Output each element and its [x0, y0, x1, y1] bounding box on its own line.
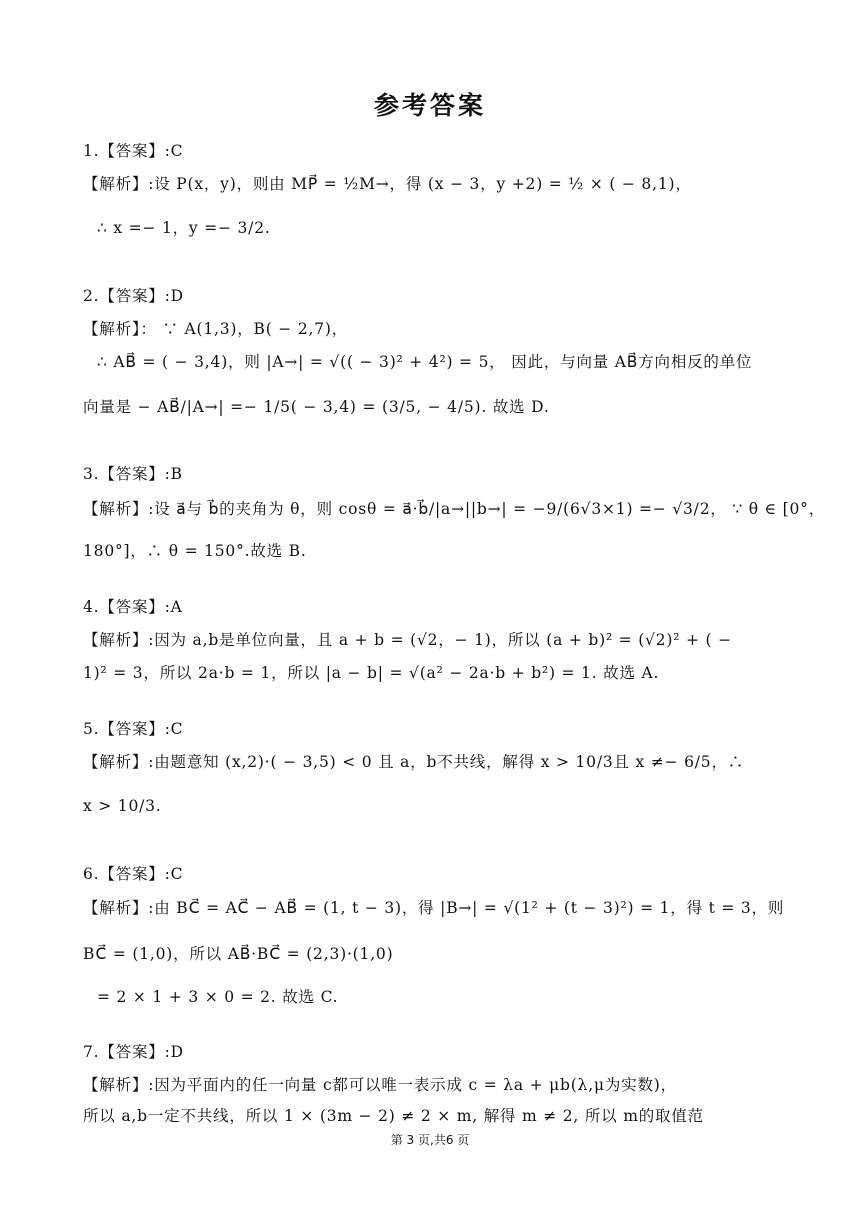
analysis-line: 【解析】:因为 a,b是单位向量，且 a + b = (√2，− 1)，所以 (a + b)² = (√2)² + ( −: [83, 631, 732, 649]
analysis-line: 【解析】:由 BC⃗ = AC⃗ − AB⃗ = (1, t − 3)，得 |B→| = √(1² + (t − 3)²) = 1，得 t = 3，则: [83, 899, 785, 917]
page-title: 参考答案: [373, 91, 486, 120]
answer-line: 2.【答案】:D: [83, 287, 184, 305]
analysis-line: 【解析】:因为平面内的任一向量 c都可以唯一表示成 c = λa + μb(λ,μ为实数)，: [83, 1076, 677, 1094]
analysis-line: 向量是 − AB⃗/|A→| =− 1/5( − 3,4) = (3/5, − 4/5). 故选 D.: [83, 398, 550, 416]
analysis-line: ∴ AB⃗ = ( − 3,4)，则 |A→| = √(( − 3)² + 4²) = 5， 因此，与向量 AB⃗方向相反的单位: [97, 353, 753, 371]
analysis-line: 【解析】:设 P(x，y)，则由 MP⃗ = ½M→，得 (x − 3，y +2) = ½ × ( − 8,1)，: [83, 175, 692, 193]
page-footer: 第 3 页,共6 页: [390, 1133, 470, 1147]
answer-line: 3.【答案】:B: [83, 465, 183, 483]
analysis-line: 180°]，∴ θ = 150°.故选 B.: [83, 542, 307, 560]
analysis-line: 【解析】:设 a⃗与 b⃗的夹角为 θ，则 cosθ = a⃗·b⃗/|a→||b→| = −9/(6√3×1) =− √3/2， ∵ θ ∈ [0°，: [83, 500, 825, 518]
analysis-line: 【解析】:由题意知 (x,2)·( − 3,5) < 0 且 a，b不共线，解得 x > 10/3且 x ≠− 6/5，∴: [83, 753, 745, 771]
analysis-line: x > 10/3.: [83, 797, 162, 815]
answer-line: 5.【答案】:C: [83, 720, 184, 738]
answer-line: 7.【答案】:D: [83, 1043, 184, 1061]
analysis-line: ∴ x =− 1，y =− 3/2.: [97, 219, 271, 237]
analysis-line: 所以 a,b一定不共线，所以 1 × (3m − 2) ≠ 2 × m, 解得 m ≠ 2, 所以 m的取值范: [83, 1107, 704, 1125]
answer-line: 4.【答案】:A: [83, 598, 183, 616]
answer-line: 6.【答案】:C: [83, 865, 184, 883]
answer-line: 1.【答案】:C: [83, 142, 184, 160]
analysis-line: = 2 × 1 + 3 × 0 = 2. 故选 C.: [97, 988, 339, 1006]
analysis-line: 【解析】： ∵ A(1,3)，B( − 2,7)，: [83, 320, 349, 338]
analysis-line: 1)² = 3，所以 2a·b = 1，所以 |a − b| = √(a² − 2a·b + b²) = 1. 故选 A.: [83, 664, 660, 682]
analysis-line: BC⃗ = (1,0)，所以 AB⃗·BC⃗ = (2,3)·(1,0): [83, 945, 394, 963]
